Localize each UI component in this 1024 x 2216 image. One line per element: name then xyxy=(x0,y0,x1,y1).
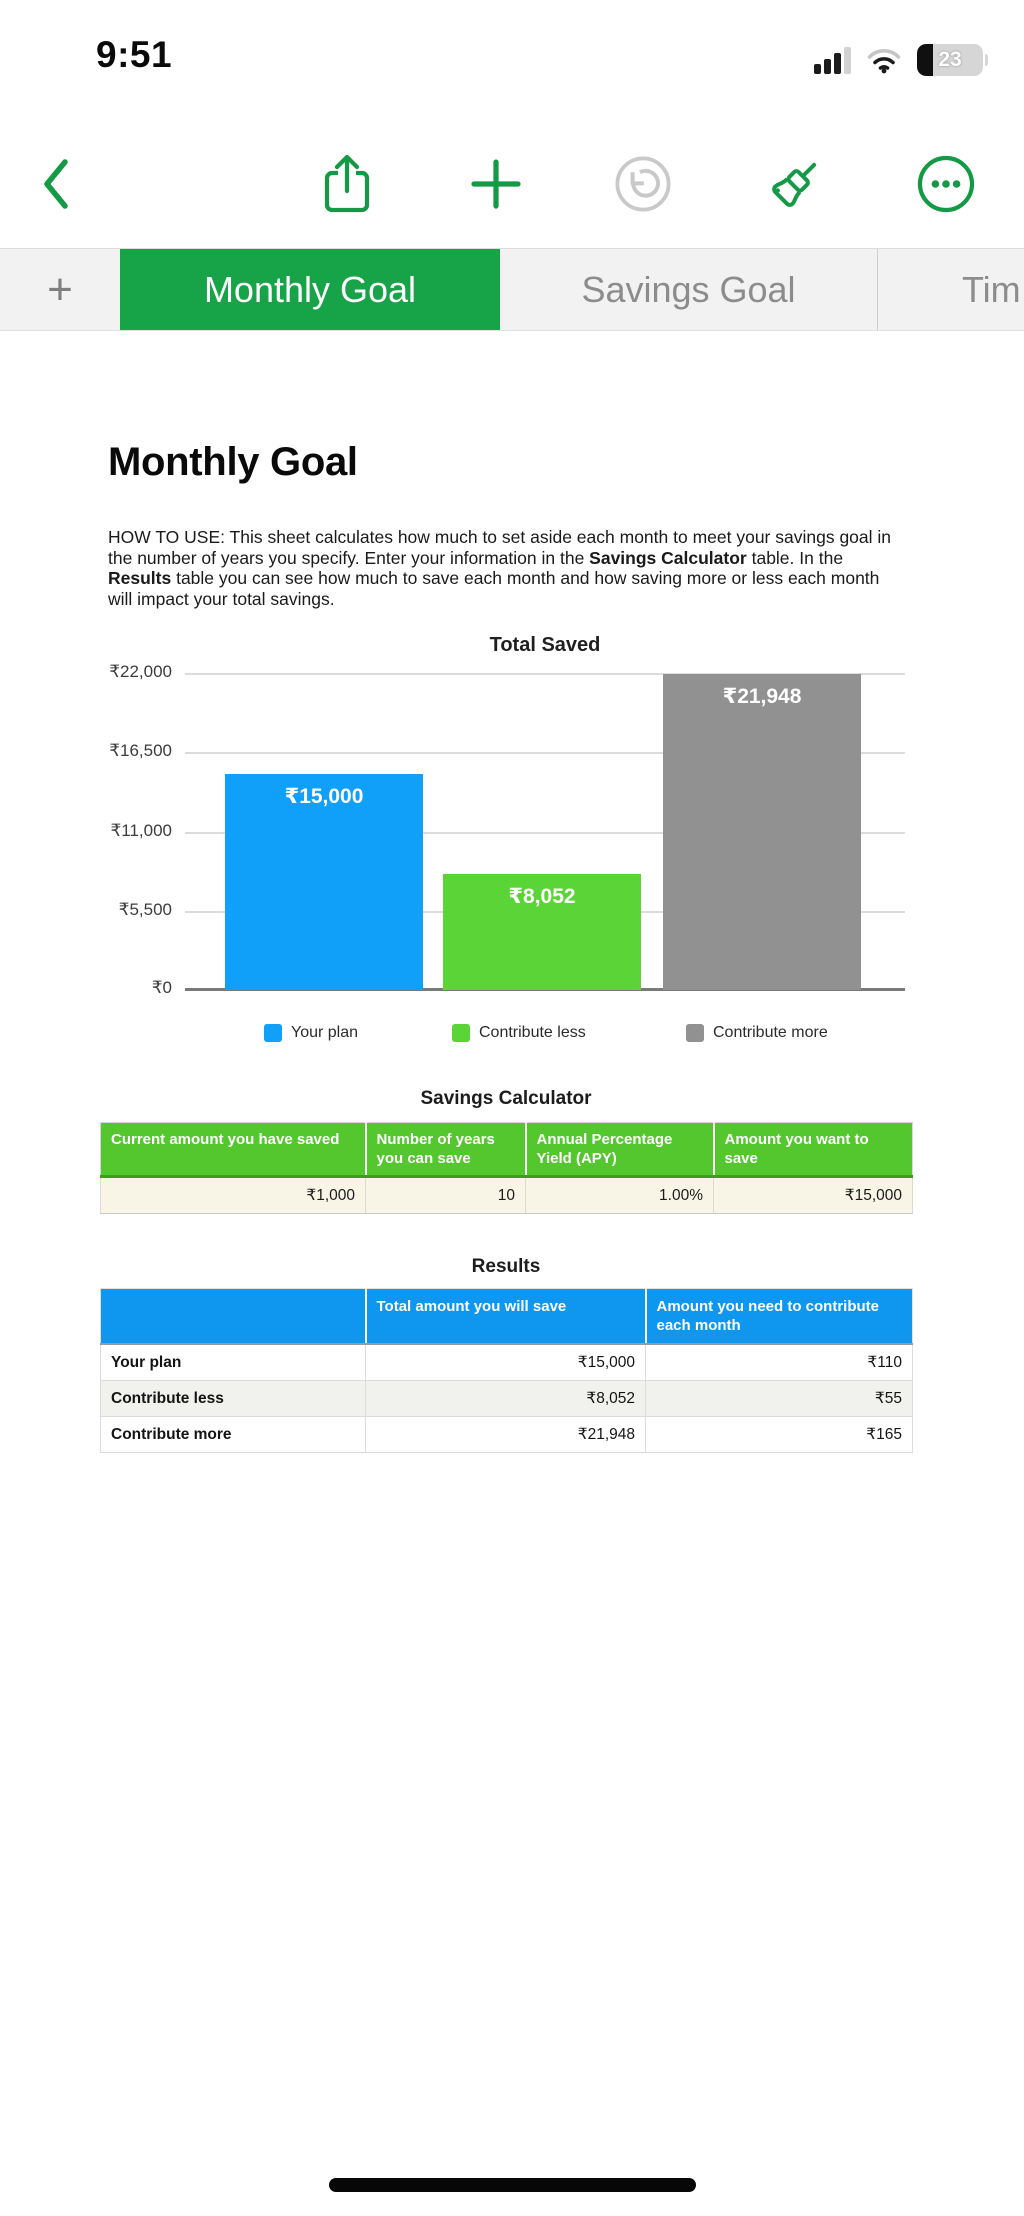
legend-label: Your plan xyxy=(291,1024,359,1041)
results-table-title: Results xyxy=(471,1256,541,1277)
bar-value-label: ₹8,052 xyxy=(508,885,576,908)
undo-icon xyxy=(614,155,672,213)
battery-nub xyxy=(985,54,988,66)
tab-monthly-goal[interactable]: Monthly Goal xyxy=(120,249,500,330)
tab-timeline[interactable]: Tim xyxy=(962,268,1021,310)
header-cell-blank[interactable] xyxy=(101,1289,366,1345)
header-cell[interactable]: Annual Percentage Yield (APY) xyxy=(526,1123,714,1177)
row-label[interactable]: Your plan xyxy=(101,1344,366,1381)
add-sheet-tab[interactable]: + xyxy=(47,264,73,314)
more-button[interactable] xyxy=(916,152,976,216)
legend-swatch-blue xyxy=(264,1024,282,1042)
cellular-signal-icon xyxy=(814,47,851,74)
cell-years[interactable]: 10 xyxy=(366,1177,526,1214)
y-tick-label: ₹22,000 xyxy=(109,662,172,681)
ellipsis-icon xyxy=(916,154,976,214)
table-row xyxy=(101,1344,913,1381)
table-header-row xyxy=(101,1123,913,1177)
table-row xyxy=(101,1381,913,1417)
howto-bold-savings-calculator: Savings Calculator xyxy=(589,547,747,568)
legend-label: Contribute less xyxy=(479,1024,586,1041)
cell-monthly[interactable]: ₹55 xyxy=(646,1381,913,1417)
page-title: Monthly Goal xyxy=(108,440,358,484)
y-tick-label: ₹5,500 xyxy=(118,900,172,919)
share-button[interactable] xyxy=(317,152,377,216)
cell-total[interactable]: ₹15,000 xyxy=(366,1344,646,1381)
cell-apy[interactable]: 1.00% xyxy=(526,1177,714,1214)
back-button[interactable] xyxy=(26,152,86,216)
bar-contribute-less[interactable] xyxy=(443,874,641,990)
format-button[interactable] xyxy=(765,152,825,216)
howto-bold-results: Results xyxy=(108,568,172,589)
bar-contribute-more[interactable] xyxy=(663,674,861,990)
home-indicator[interactable] xyxy=(329,2178,696,2192)
paintbrush-icon xyxy=(765,154,825,214)
howto-text xyxy=(108,527,908,609)
cell-total[interactable]: ₹8,052 xyxy=(366,1381,646,1417)
header-cell[interactable]: Total amount you will save xyxy=(366,1289,646,1345)
wifi-icon xyxy=(866,46,902,74)
cell-monthly[interactable]: ₹110 xyxy=(646,1344,913,1381)
bar-value-label: ₹21,948 xyxy=(722,685,802,708)
legend-swatch-green xyxy=(452,1024,470,1042)
bar-your-plan[interactable] xyxy=(225,774,423,990)
legend-item-contribute-less xyxy=(452,1024,586,1042)
plus-icon xyxy=(468,156,524,212)
chevron-left-icon xyxy=(40,155,72,213)
cell-current-amount[interactable]: ₹1,000 xyxy=(101,1177,366,1214)
add-object-button[interactable] xyxy=(466,152,526,216)
chart-title: Total Saved xyxy=(489,634,601,656)
y-tick-label: ₹0 xyxy=(151,978,172,997)
share-icon xyxy=(320,152,374,216)
header-cell[interactable]: Amount you need to contribute each month xyxy=(646,1289,913,1345)
howto-seg: HOW TO USE: This sheet calculates how much to set aside each month to meet your savings goal in the number of years you specify. Enter your information in the xyxy=(108,527,892,568)
header-cell[interactable]: Current amount you have saved xyxy=(101,1123,366,1177)
header-cell[interactable]: Amount you want to save xyxy=(714,1123,913,1177)
savings-calculator-table[interactable] xyxy=(100,1122,913,1214)
legend-label: Contribute more xyxy=(713,1024,828,1041)
row-label[interactable]: Contribute more xyxy=(101,1417,366,1453)
y-tick-label: ₹11,000 xyxy=(110,821,172,840)
status-icons xyxy=(814,44,988,76)
battery-percent: 23 xyxy=(938,48,962,71)
calculator-table-title: Savings Calculator xyxy=(420,1088,592,1109)
cell-goal-amount[interactable]: ₹15,000 xyxy=(714,1177,913,1214)
legend-item-your-plan xyxy=(264,1024,358,1042)
table-header-row xyxy=(101,1289,913,1345)
row-label[interactable]: Contribute less xyxy=(101,1381,366,1417)
tab-savings-goal[interactable]: Savings Goal xyxy=(581,268,796,310)
total-saved-chart[interactable] xyxy=(0,628,1024,1058)
header-cell[interactable]: Number of years you can save xyxy=(366,1123,526,1177)
y-tick-label: ₹16,500 xyxy=(109,741,172,760)
table-row xyxy=(101,1177,913,1214)
cell-monthly[interactable]: ₹165 xyxy=(646,1417,913,1453)
sheet-tab-bar xyxy=(0,248,1024,331)
table-row xyxy=(101,1417,913,1453)
undo-button[interactable] xyxy=(613,152,673,216)
legend-item-contribute-more xyxy=(686,1024,828,1042)
legend-swatch-gray xyxy=(686,1024,704,1042)
bar-value-label: ₹15,000 xyxy=(284,785,364,808)
status-time: 9:51 xyxy=(96,34,173,75)
howto-seg: table you can see how much to save each month and how saving more or less each month will impact your total savings. xyxy=(108,568,880,609)
cell-total[interactable]: ₹21,948 xyxy=(366,1417,646,1453)
howto-seg: table. In the xyxy=(746,547,844,568)
results-table[interactable] xyxy=(100,1288,913,1453)
battery-icon xyxy=(917,44,983,76)
